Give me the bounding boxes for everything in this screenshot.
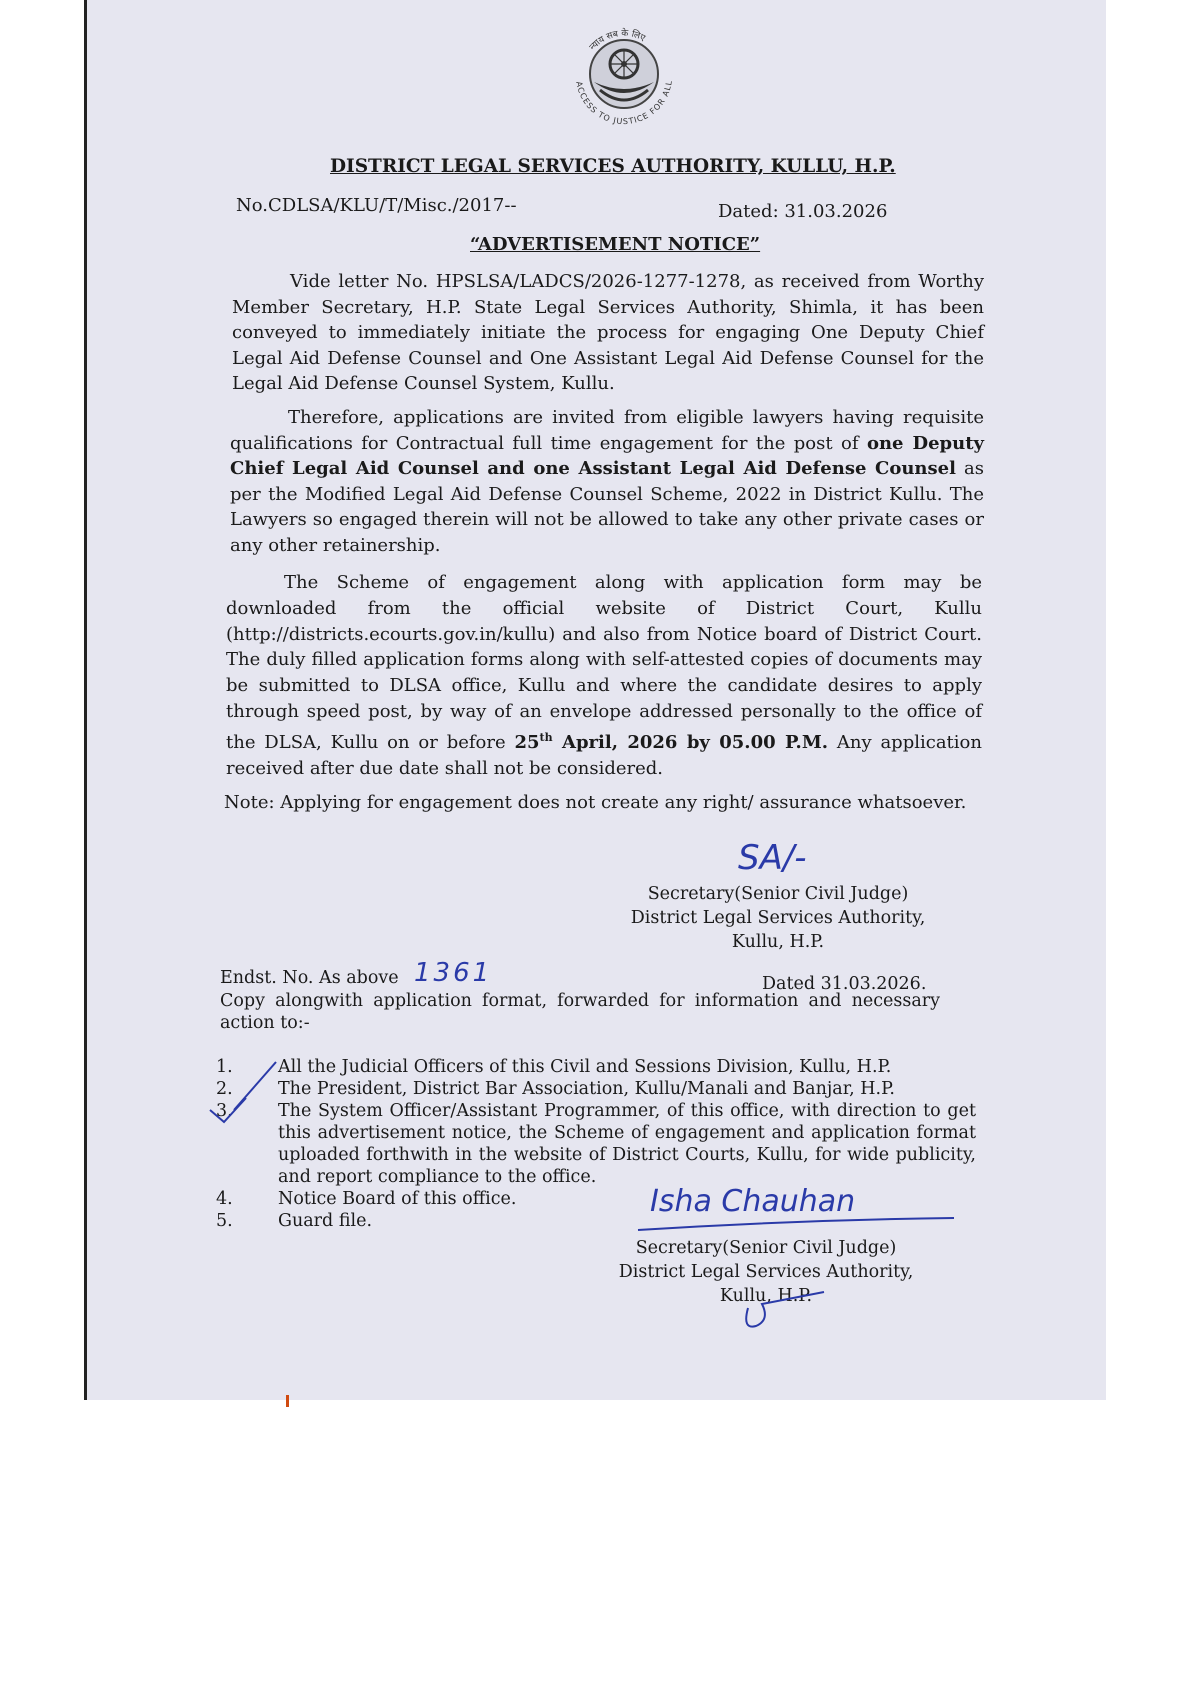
signatory-1-designation: Secretary(Senior Civil Judge) [647, 884, 909, 904]
binding-mark [286, 1395, 289, 1407]
distribution-item: 2. The President, District Bar Association, Kullu/Manali and Banjar, H.P. [216, 1079, 895, 1099]
scan-left-edge [84, 0, 87, 1400]
paragraph-2-text-a: Therefore, applications are invited from eligible lawyers having requisite qualifications for Contractual full time engagement for the post of [230, 407, 984, 454]
signatory-1-authority: District Legal Services Authority, [630, 908, 926, 928]
notice-title: “ADVERTISEMENT NOTICE” [470, 234, 761, 255]
distribution-item: 4. Notice Board of this office. [216, 1189, 517, 1209]
copy-forwarded-text: Copy alongwith application format, forwarded for information and necessary action to:- [220, 991, 940, 1033]
endorsement-number-label: Endst. No. As above [220, 968, 399, 988]
distribution-item: 3. The System Officer/Assistant Programmer, of this office, with direction to get this advertisement notice, the Scheme of engagement and application format uploaded forthwith in the website of District Courts, Kullu, for wide publicity, and report compliance to the office. [216, 1101, 976, 1187]
paragraph-2-bold: one Deputy Chief Legal Aid Counsel and one Assistant Legal Aid Defense Counsel [230, 432, 984, 479]
distribution-item: 5. Guard file. [216, 1211, 373, 1231]
signatory-2-place: Kullu, H.P. [719, 1286, 813, 1306]
pen-tick-icon [740, 1290, 830, 1340]
paragraph-3 [226, 570, 982, 781]
signatory-2-authority: District Legal Services Authority, [618, 1262, 914, 1282]
signatory-2-designation: Secretary(Senior Civil Judge) [635, 1238, 897, 1258]
paragraph-3-text-b: Any application received after due date shall not be considered. [226, 731, 982, 779]
paragraph-2 [230, 405, 984, 558]
paragraph-2-text-b: as per the Modified Legal Aid Defense Counsel Scheme, 2022 in District Kullu. The Lawyers so engaged therein will not be allowed to take any other private cases or any other retainership. [230, 458, 984, 556]
note: Note: Applying for engagement does not create any right/ assurance whatsoever. [224, 792, 967, 813]
endorsement-number-handwritten: 1361 [414, 958, 493, 988]
emblem-motto: ACCESS TO JUSTICE FOR ALL [574, 79, 674, 127]
deadline: 25th April, 2026 by 05.00 P.M. [514, 730, 829, 753]
emblem-hindi-text: न्याय सब के लिए [587, 28, 647, 53]
paragraph-1: Vide letter No. HPSLSA/LADCS/2026-1277-1278, as received from Worthy Member Secretary, H.P. State Legal Services Authority, Shimla, it has been conveyed to immediately initiate the process for engaging One Deputy Chief Legal Aid Defense Counsel and One Assistant Legal Aid Defense Counsel for the Legal Aid Defense Counsel System, Kullu. [232, 271, 984, 394]
signature-initials: SA/- [738, 838, 807, 878]
handwritten-signature: Isha Chauhan [650, 1184, 856, 1219]
distribution-item: 1. All the Judicial Officers of this Civil and Sessions Division, Kullu, H.P. [216, 1057, 892, 1077]
authority-title: DISTRICT LEGAL SERVICES AUTHORITY, KULLU, H.P. [330, 156, 896, 177]
notice-date: Dated: 31.03.2026 [718, 201, 888, 222]
signature-underline [636, 1214, 956, 1234]
endorsement-date: Dated 31.03.2026. [762, 974, 927, 994]
signatory-1-place: Kullu, H.P. [731, 932, 825, 952]
checkmark-icon [206, 1058, 286, 1128]
paragraph-3-text-a: The Scheme of engagement along with application form may be downloaded from the official website of District Court, Kullu (http://districts.ecourts.gov.in/kullu) and also from Notice board of District Court. The duly filled application forms along with self-attested copies of documents may be submitted to DLSA office, Kullu and where the candidate desires to apply through speed post, by way of an envelope addressed personally to the office of the DLSA, Kullu on or before [226, 572, 982, 753]
reference-number: No.CDLSA/KLU/T/Misc./2017-- [236, 195, 517, 216]
signatory-1-block [618, 882, 938, 954]
legal-services-emblem [560, 12, 688, 140]
